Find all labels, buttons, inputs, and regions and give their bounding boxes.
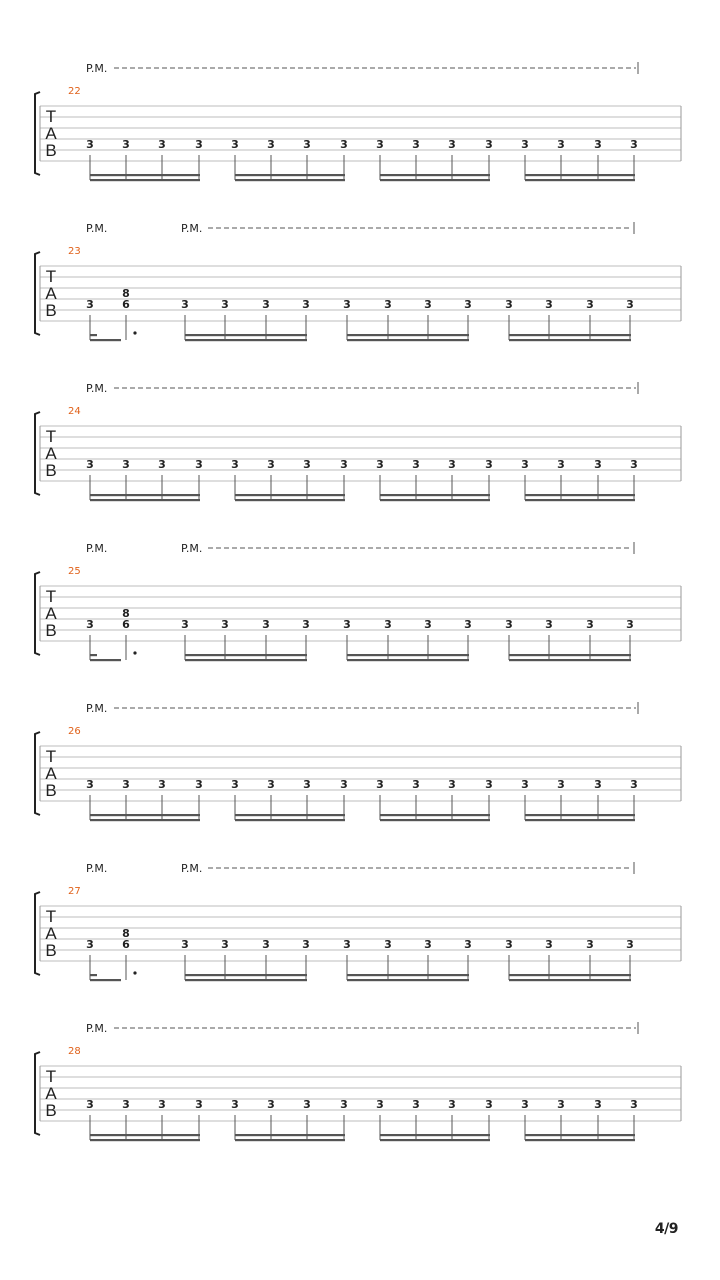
fret-number: 3 xyxy=(231,778,239,791)
tab-clef-a: A xyxy=(45,604,57,623)
fret-number: 3 xyxy=(557,458,565,471)
fret-number: 3 xyxy=(594,138,602,151)
beam xyxy=(347,339,469,341)
beam xyxy=(90,659,121,661)
palm-mute-label: P.M. xyxy=(181,862,203,875)
fret-number: 3 xyxy=(221,298,229,311)
palm-mute-label: P.M. xyxy=(86,222,108,235)
system-bracket xyxy=(35,412,40,495)
palm-mute-label: P.M. xyxy=(86,862,108,875)
fret-number: 3 xyxy=(630,458,638,471)
tab-system-25 xyxy=(35,542,681,661)
fret-number: 3 xyxy=(86,298,94,311)
beam xyxy=(185,979,307,981)
beam xyxy=(509,979,631,981)
beam xyxy=(347,334,469,336)
beam-partial xyxy=(90,974,97,976)
beam xyxy=(380,1134,490,1136)
fret-number: 8 xyxy=(122,287,130,300)
fret-number: 3 xyxy=(448,778,456,791)
beam xyxy=(235,1134,345,1136)
bar-number: 24 xyxy=(68,406,81,417)
fret-number: 3 xyxy=(521,1098,529,1111)
beam xyxy=(525,819,635,821)
tab-system-28 xyxy=(35,1022,681,1141)
augmentation-dot xyxy=(133,651,136,654)
fret-number: 3 xyxy=(181,618,189,631)
fret-number: 3 xyxy=(376,138,384,151)
fret-number: 3 xyxy=(195,458,203,471)
beam xyxy=(185,974,307,976)
beam-partial xyxy=(90,334,97,336)
fret-number: 3 xyxy=(545,298,553,311)
beam xyxy=(525,499,635,501)
tab-clef-b: B xyxy=(45,141,57,160)
bar-number: 22 xyxy=(68,86,81,97)
tab-clef-a: A xyxy=(45,124,57,143)
fret-number: 8 xyxy=(122,927,130,940)
beam xyxy=(185,654,307,656)
fret-number: 3 xyxy=(376,1098,384,1111)
beam xyxy=(235,494,345,496)
tab-clef-t: T xyxy=(45,107,57,126)
fret-number: 3 xyxy=(464,618,472,631)
fret-number: 3 xyxy=(485,138,493,151)
tab-clef-a: A xyxy=(45,1084,57,1103)
tab-system-23 xyxy=(35,222,681,341)
fret-number: 3 xyxy=(412,458,420,471)
tab-system-27 xyxy=(35,862,681,981)
beam xyxy=(509,334,631,336)
tab-clef-a: A xyxy=(45,924,57,943)
fret-number: 3 xyxy=(267,778,275,791)
beam xyxy=(185,334,307,336)
tab-system-22 xyxy=(35,62,681,181)
fret-number: 3 xyxy=(557,1098,565,1111)
fret-number: 3 xyxy=(464,938,472,951)
fret-number: 3 xyxy=(340,458,348,471)
fret-number: 3 xyxy=(221,938,229,951)
system-bracket xyxy=(35,732,40,815)
fret-number: 3 xyxy=(630,138,638,151)
beam xyxy=(525,1139,635,1141)
tab-clef-b: B xyxy=(45,461,57,480)
fret-number: 3 xyxy=(262,618,270,631)
palm-mute-label: P.M. xyxy=(86,542,108,555)
fret-number: 3 xyxy=(181,298,189,311)
fret-number: 3 xyxy=(267,458,275,471)
fret-number: 3 xyxy=(521,458,529,471)
beam xyxy=(90,499,200,501)
fret-number: 6 xyxy=(122,618,130,631)
bar-number: 26 xyxy=(68,726,81,737)
fret-number: 3 xyxy=(340,778,348,791)
fret-number: 3 xyxy=(86,778,94,791)
fret-number: 3 xyxy=(343,618,351,631)
system-bracket xyxy=(35,92,40,175)
fret-number: 3 xyxy=(267,1098,275,1111)
beam xyxy=(380,1139,490,1141)
fret-number: 3 xyxy=(557,778,565,791)
tab-clef-t: T xyxy=(45,1067,57,1086)
beam xyxy=(380,179,490,181)
page-number: 4/9 xyxy=(654,1221,678,1237)
beam xyxy=(90,494,200,496)
fret-number: 3 xyxy=(626,298,634,311)
palm-mute-label: P.M. xyxy=(86,382,108,395)
fret-number: 3 xyxy=(505,618,513,631)
fret-number: 3 xyxy=(630,778,638,791)
fret-number: 3 xyxy=(158,778,166,791)
beam xyxy=(380,494,490,496)
beam xyxy=(90,979,121,981)
palm-mute-label: P.M. xyxy=(86,702,108,715)
fret-number: 3 xyxy=(594,1098,602,1111)
tab-clef-b: B xyxy=(45,941,57,960)
fret-number: 3 xyxy=(122,138,130,151)
beam xyxy=(509,339,631,341)
fret-number: 3 xyxy=(412,138,420,151)
tab-clef-a: A xyxy=(45,444,57,463)
tab-clef-t: T xyxy=(45,587,57,606)
palm-mute-label: P.M. xyxy=(181,222,203,235)
beam xyxy=(235,1139,345,1141)
beam-partial xyxy=(90,654,97,656)
fret-number: 3 xyxy=(586,938,594,951)
fret-number: 3 xyxy=(231,458,239,471)
fret-number: 3 xyxy=(545,938,553,951)
tab-clef-t: T xyxy=(45,907,57,926)
beam xyxy=(90,179,200,181)
fret-number: 6 xyxy=(122,298,130,311)
fret-number: 3 xyxy=(384,298,392,311)
fret-number: 3 xyxy=(448,458,456,471)
beam xyxy=(235,499,345,501)
fret-number: 3 xyxy=(448,1098,456,1111)
beam xyxy=(380,499,490,501)
fret-number: 3 xyxy=(195,778,203,791)
beam xyxy=(509,654,631,656)
fret-number: 3 xyxy=(302,618,310,631)
augmentation-dot xyxy=(133,331,136,334)
fret-number: 3 xyxy=(195,138,203,151)
fret-number: 3 xyxy=(86,138,94,151)
tab-system-24 xyxy=(35,382,681,501)
beam xyxy=(235,819,345,821)
fret-number: 3 xyxy=(231,1098,239,1111)
fret-number: 3 xyxy=(557,138,565,151)
fret-number: 3 xyxy=(267,138,275,151)
fret-number: 3 xyxy=(343,298,351,311)
fret-number: 3 xyxy=(521,138,529,151)
beam xyxy=(185,659,307,661)
fret-number: 3 xyxy=(262,298,270,311)
beam xyxy=(347,659,469,661)
palm-mute-label: P.M. xyxy=(181,542,203,555)
tab-clef-a: A xyxy=(45,764,57,783)
fret-number: 3 xyxy=(158,138,166,151)
system-bracket xyxy=(35,892,40,975)
fret-number: 3 xyxy=(340,138,348,151)
fret-number: 3 xyxy=(630,1098,638,1111)
fret-number: 3 xyxy=(303,778,311,791)
augmentation-dot xyxy=(133,971,136,974)
tab-clef-t: T xyxy=(45,267,57,286)
fret-number: 3 xyxy=(86,938,94,951)
beam xyxy=(90,1134,200,1136)
fret-number: 3 xyxy=(302,298,310,311)
fret-number: 3 xyxy=(464,298,472,311)
fret-number: 3 xyxy=(384,938,392,951)
fret-number: 3 xyxy=(505,298,513,311)
fret-number: 3 xyxy=(384,618,392,631)
palm-mute-label: P.M. xyxy=(86,62,108,75)
bar-number: 23 xyxy=(68,246,81,257)
fret-number: 3 xyxy=(181,938,189,951)
beam xyxy=(380,174,490,176)
fret-number: 3 xyxy=(86,1098,94,1111)
fret-number: 3 xyxy=(303,1098,311,1111)
beam xyxy=(185,339,307,341)
fret-number: 3 xyxy=(221,618,229,631)
fret-number: 3 xyxy=(586,298,594,311)
beam xyxy=(380,814,490,816)
beam xyxy=(235,174,345,176)
fret-number: 3 xyxy=(626,938,634,951)
beam xyxy=(90,1139,200,1141)
fret-number: 3 xyxy=(448,138,456,151)
fret-number: 3 xyxy=(424,298,432,311)
fret-number: 3 xyxy=(303,458,311,471)
fret-number: 3 xyxy=(231,138,239,151)
system-bracket xyxy=(35,572,40,655)
beam xyxy=(525,179,635,181)
beam xyxy=(525,494,635,496)
fret-number: 3 xyxy=(485,1098,493,1111)
tab-clef-b: B xyxy=(45,301,57,320)
fret-number: 3 xyxy=(86,618,94,631)
fret-number: 3 xyxy=(594,778,602,791)
fret-number: 3 xyxy=(302,938,310,951)
tab-clef-b: B xyxy=(45,1101,57,1120)
fret-number: 3 xyxy=(122,1098,130,1111)
fret-number: 3 xyxy=(376,778,384,791)
fret-number: 3 xyxy=(424,618,432,631)
tab-system-26 xyxy=(35,702,681,821)
beam xyxy=(90,814,200,816)
fret-number: 3 xyxy=(424,938,432,951)
fret-number: 8 xyxy=(122,607,130,620)
fret-number: 3 xyxy=(303,138,311,151)
beam xyxy=(90,819,200,821)
beam xyxy=(90,339,121,341)
fret-number: 3 xyxy=(412,778,420,791)
tab-clef-t: T xyxy=(45,427,57,446)
fret-number: 3 xyxy=(626,618,634,631)
fret-number: 3 xyxy=(485,778,493,791)
fret-number: 3 xyxy=(586,618,594,631)
tab-clef-b: B xyxy=(45,621,57,640)
bar-number: 25 xyxy=(68,566,81,577)
fret-number: 3 xyxy=(86,458,94,471)
fret-number: 3 xyxy=(376,458,384,471)
palm-mute-label: P.M. xyxy=(86,1022,108,1035)
fret-number: 3 xyxy=(158,1098,166,1111)
fret-number: 3 xyxy=(343,938,351,951)
beam xyxy=(509,659,631,661)
fret-number: 3 xyxy=(195,1098,203,1111)
bar-number: 27 xyxy=(68,886,81,897)
tab-clef-t: T xyxy=(45,747,57,766)
beam xyxy=(525,814,635,816)
tab-clef-b: B xyxy=(45,781,57,800)
fret-number: 3 xyxy=(262,938,270,951)
beam xyxy=(380,819,490,821)
beam xyxy=(347,654,469,656)
fret-number: 3 xyxy=(340,1098,348,1111)
fret-number: 3 xyxy=(485,458,493,471)
fret-number: 3 xyxy=(545,618,553,631)
beam xyxy=(525,174,635,176)
fret-number: 3 xyxy=(505,938,513,951)
tab-clef-a: A xyxy=(45,284,57,303)
beam xyxy=(509,974,631,976)
beam xyxy=(347,979,469,981)
bar-number: 28 xyxy=(68,1046,81,1057)
fret-number: 3 xyxy=(158,458,166,471)
beam xyxy=(235,814,345,816)
fret-number: 3 xyxy=(521,778,529,791)
beam xyxy=(235,179,345,181)
fret-number: 6 xyxy=(122,938,130,951)
fret-number: 3 xyxy=(594,458,602,471)
beam xyxy=(347,974,469,976)
system-bracket xyxy=(35,252,40,335)
fret-number: 3 xyxy=(122,458,130,471)
fret-number: 3 xyxy=(412,1098,420,1111)
beam xyxy=(525,1134,635,1136)
beam xyxy=(90,174,200,176)
fret-number: 3 xyxy=(122,778,130,791)
system-bracket xyxy=(35,1052,40,1135)
